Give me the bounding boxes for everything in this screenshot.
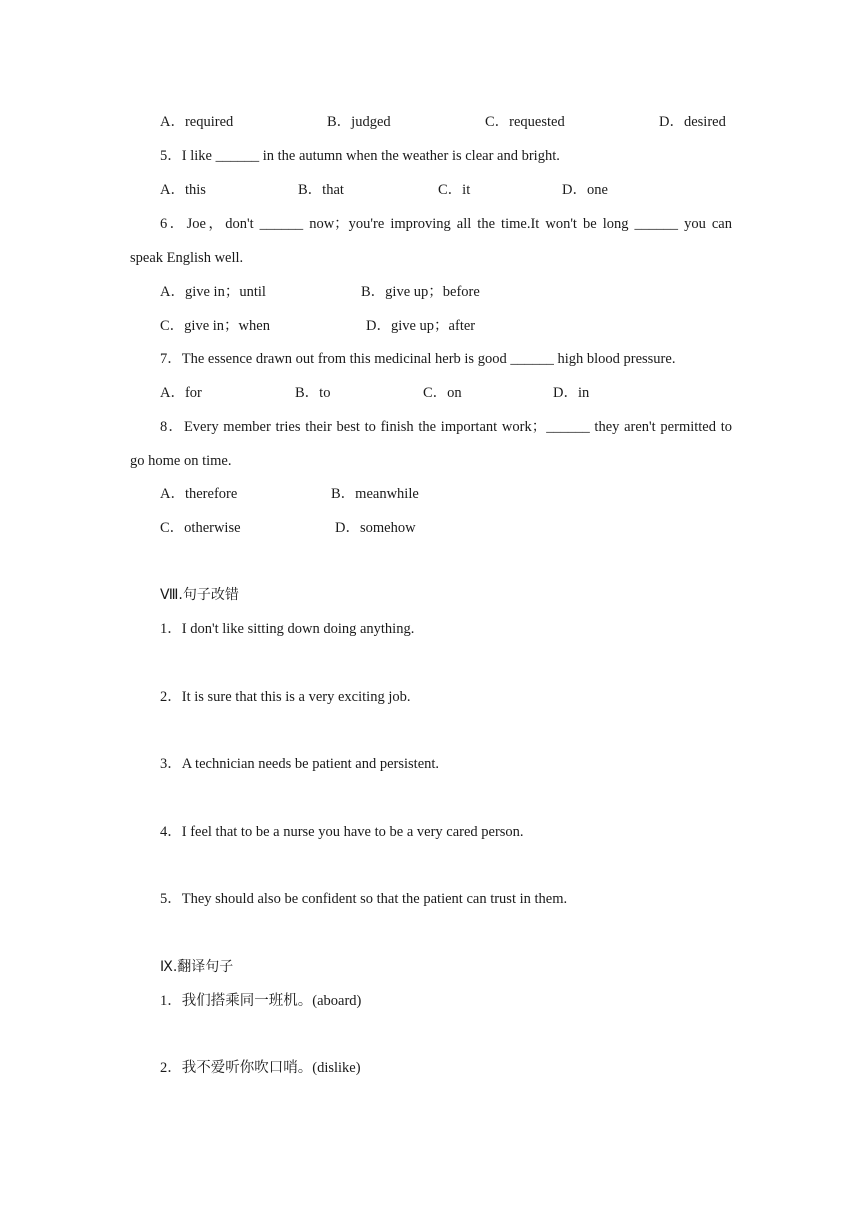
q5-option-b: B．that [298, 182, 344, 198]
q8-stem-line1: 8．Every member tries their best to finish the important work；______ they aren't permitted to [160, 419, 732, 435]
correction-item: 2．It is sure that this is a very exciting job. [160, 689, 411, 705]
correction-item: 1．I don't like sitting down doing anything. [160, 621, 415, 637]
q5-option-a: A．this [160, 182, 206, 198]
q7-option-b: B．to [295, 385, 331, 401]
q4-option-d: D．desired [659, 114, 726, 130]
q8-option-c: C．otherwise [160, 520, 241, 536]
translation-item: 2．我不爱听你吹口哨。(dislike) [160, 1060, 361, 1076]
q5-option-c: C．it [438, 182, 471, 198]
q7-option-d: D．in [553, 385, 590, 401]
q5-stem: 5．I like ______ in the autumn when the weather is clear and bright. [160, 148, 560, 164]
q4-option-c: C．requested [485, 114, 565, 130]
q6-option-c: C．give in；when [160, 318, 270, 334]
q5-option-d: D．one [562, 182, 608, 198]
q7-stem: 7．The essence drawn out from this medicinal herb is good ______ high blood pressure. [160, 351, 676, 367]
correction-item: 4．I feel that to be a nurse you have to be a very cared person. [160, 824, 524, 840]
q8-option-b: B．meanwhile [331, 486, 419, 502]
translation-item: 1．我们搭乘同一班机。(aboard) [160, 993, 362, 1009]
q6-option-d: D．give up；after [366, 318, 476, 334]
q6-option-a: A．give in；until [160, 284, 266, 300]
section-8-title: Ⅷ.句子改错 [160, 587, 239, 603]
q8-option-d: D．somehow [335, 520, 416, 536]
q8-stem-line2: go home on time. [130, 453, 232, 469]
q8-option-a: A．therefore [160, 486, 238, 502]
q6-option-b: B．give up；before [361, 284, 480, 300]
section-9-title: Ⅸ.翻译句子 [160, 959, 234, 975]
correction-item: 3．A technician needs be patient and persistent. [160, 756, 440, 772]
q4-option-b: B．judged [327, 114, 391, 130]
q7-option-c: C．on [423, 385, 462, 401]
correction-item: 5．They should also be confident so that the patient can trust in them. [160, 891, 568, 907]
q7-option-a: A．for [160, 385, 202, 401]
q6-stem-line2: speak English well. [130, 250, 244, 266]
q6-stem-line1: 6．Joe，don't ______ now；you're improving all the time.It won't be long ______ you can [160, 216, 732, 232]
q4-option-a: A．required [160, 114, 234, 130]
